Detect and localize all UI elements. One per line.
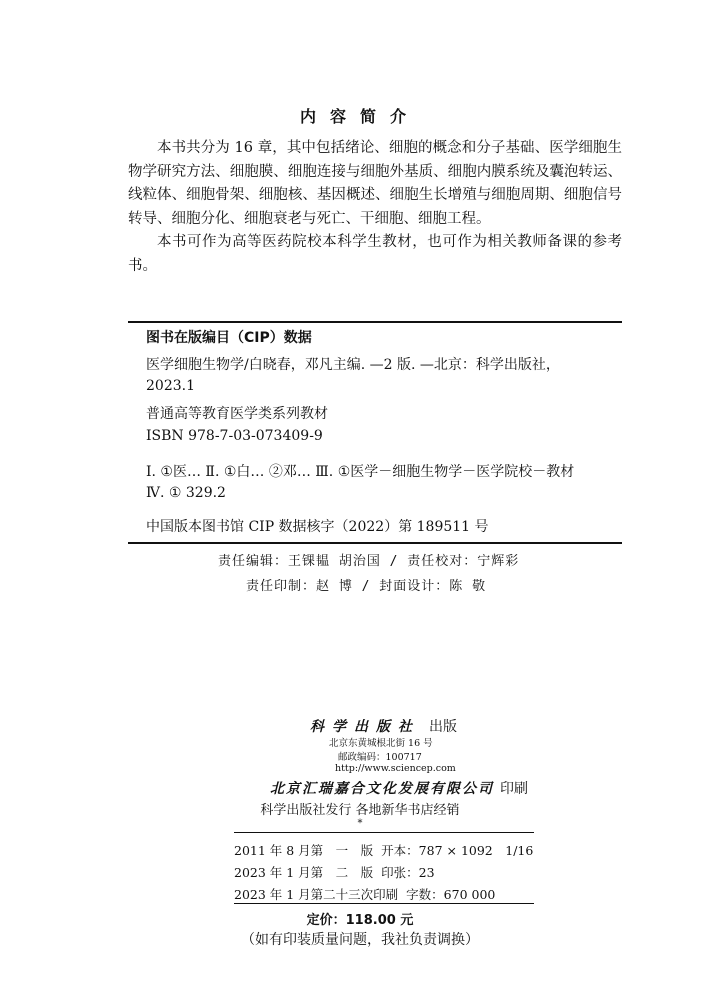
edition-right: 开本：787 × 1092 1/16 xyxy=(381,843,534,858)
synopsis-paragraph: 本书共分为 16 章，其中包括绪论、细胞的概念和分子基础、医学细胞生物学研究方法、细胞膜、细胞连接与细胞外基质、细胞内膜系统及囊泡转运、线粒体、细胞骨架、细胞核、基因概述、细胞生长增殖与细胞周期、细胞信号转导、细胞分化、细胞衰老与死亡、干细胞、细胞工程。 xyxy=(128,140,622,227)
cip-isbn: ISBN 978-7-03-073409-9 xyxy=(146,428,323,444)
edition-top-rule xyxy=(234,832,534,833)
publisher-action: 出版 xyxy=(429,719,457,735)
cip-bottom-rule xyxy=(128,542,622,544)
price: 定价：118.00 元 xyxy=(306,913,414,928)
printer-name: 北京汇瑞嘉合文化发展有限公司 xyxy=(270,781,494,797)
edition-right: 字数：670 000 xyxy=(406,887,496,902)
credits-editors: 责任编辑：王锞韫 胡治国 / 责任校对：宁辉彩 xyxy=(218,554,520,569)
edition-row xyxy=(234,885,495,903)
edition-row xyxy=(234,863,435,881)
edition-left: 2011 年 8 月第 一 版 xyxy=(234,843,374,858)
replacement-note: （如有印装质量问题，我社负责调换） xyxy=(241,932,479,948)
cip-top-rule xyxy=(128,321,622,323)
edition-bottom-rule xyxy=(234,903,534,904)
separator-star: * xyxy=(357,818,363,829)
cip-number: 中国版本图书馆 CIP 数据核字（2022）第 189511 号 xyxy=(146,519,489,535)
cip-header: 图书在版编目（CIP）数据 xyxy=(146,330,312,346)
publisher-website: http://www.sciencep.com xyxy=(335,763,456,774)
edition-right: 印张：23 xyxy=(381,865,435,880)
edition-left: 2023 年 1 月第 二 版 xyxy=(234,865,374,880)
cip-series: 普通高等教育医学类系列教材 xyxy=(146,406,328,422)
publisher-address: 北京东黄城根北街 16 号 xyxy=(329,738,433,749)
publisher-postcode: 邮政编码：100717 xyxy=(338,752,422,763)
cip-classification-2: Ⅳ. ① 329.2 xyxy=(146,485,226,501)
edition-left: 2023 年 1 月第二十三次印刷 xyxy=(234,887,399,902)
credits-production: 责任印制：赵 博 / 封面设计：陈 敬 xyxy=(246,579,487,594)
publisher-name: 科学出版社 xyxy=(310,719,420,735)
edition-row xyxy=(234,841,533,859)
cip-year: 2023.1 xyxy=(146,378,195,394)
distribution-line: 科学出版社发行 各地新华书店经销 xyxy=(260,803,460,818)
printer-action: 印刷 xyxy=(500,781,528,797)
cip-classification-1: Ⅰ. ①医… Ⅱ. ①白… ②邓… Ⅲ. ①医学－细胞生物学－医学院校－教材 xyxy=(146,464,575,480)
cip-title-line: 医学细胞生物学/白晓春，邓凡主编. —2 版. —北京：科学出版社， xyxy=(146,357,560,373)
synopsis-paragraph: 本书可作为高等医药院校本科学生教材，也可作为相关教师备课的参考书。 xyxy=(128,234,622,274)
synopsis-body xyxy=(128,137,622,278)
synopsis-title: 内容简介 xyxy=(299,107,420,126)
